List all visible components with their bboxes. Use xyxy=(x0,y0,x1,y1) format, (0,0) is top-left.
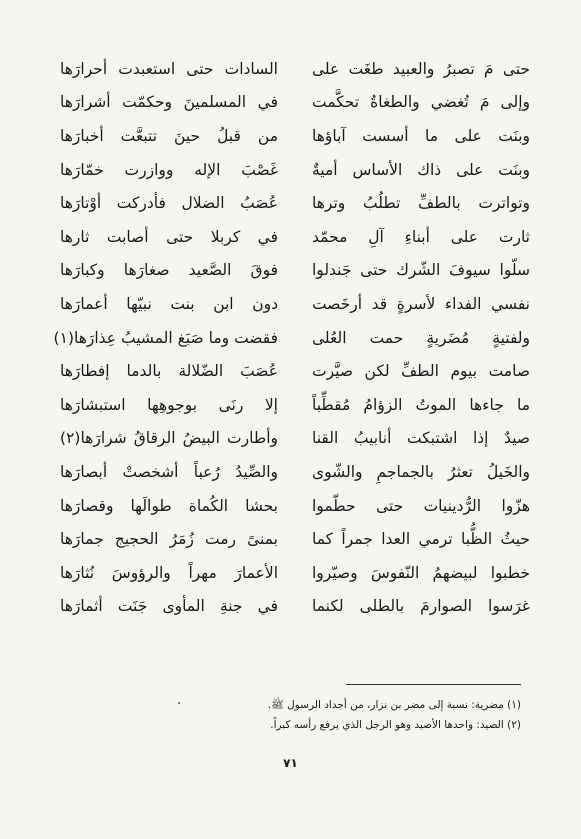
verse-first-hemistich: صامت بيوم الطفِّ لكن صيَّرت xyxy=(312,362,530,381)
verse-second-hemistich: في كربلا حتى أصابت ثارها xyxy=(60,227,278,246)
verse-line xyxy=(60,52,530,86)
verse-line xyxy=(60,590,530,624)
verse-first-hemistich: صيدٌ إذا اشتبكت أنابيبُ القنا xyxy=(312,429,530,448)
footnotes xyxy=(121,684,521,735)
verse-first-hemistich: ولفتيةٍ مُضَريةٍ حمت العُلى xyxy=(312,328,530,347)
verse-first-hemistich: هزّوا الرُّدينيات حتى حطّموا xyxy=(312,496,530,515)
verse-line xyxy=(60,354,530,388)
verse-first-hemistich: والخَيلُ تعثرُ بالجماجمِ والشّوى xyxy=(312,462,530,481)
verse-second-hemistich: والصِّيدُ رُعباً أشخصتْ أبصارَها xyxy=(60,462,278,481)
verse-line xyxy=(60,119,530,153)
verse-second-hemistich: وأطارت البيضُ الرقاقُ شرارَها(٢) xyxy=(60,429,278,448)
verse-line xyxy=(60,86,530,120)
verse-line xyxy=(60,556,530,590)
footnote-2: (٢) الصيد: واحدها الأصيد وهو الرجل الذي يرفع رأسه كبراً. xyxy=(270,719,521,731)
verse-second-hemistich: السادات حتى استعبدت أحرارَها xyxy=(60,59,278,78)
verse-second-hemistich: عُصَبَ الضّلالة بالدما إفطارَها xyxy=(60,362,278,381)
verse-line xyxy=(60,254,530,288)
poem-body xyxy=(53,52,530,623)
verse-second-hemistich: عُصَبُ الضلال فأدركت أوْتارَها xyxy=(60,194,278,213)
verse-second-hemistich: إلا رنَى بوجوهِها استبشارَها xyxy=(60,395,278,414)
verse-second-hemistich: الأعمارَ مهراً والرؤوسَ نُثارَها xyxy=(60,563,278,582)
verse-first-hemistich: خطبوا لبيضهمُ النّفوسَ وصيّروا xyxy=(312,563,530,582)
verse-first-hemistich: حيثُ الظُّبا ترمي العدا جمراً كما xyxy=(312,530,530,549)
verse-first-hemistich: وتواترت بالطفِّ تطلُبُ وترها xyxy=(312,194,530,213)
verse-line xyxy=(60,186,530,220)
verse-second-hemistich: في المسلمينَ وحكمّت أشرارَها xyxy=(60,93,278,112)
footnote-1: (١) مضرية: نسبة إلى مضر بن نزار، من أجداد الرسول ﷺ. xyxy=(267,699,521,711)
margin-mark xyxy=(178,702,180,704)
verse-second-hemistich: من قبلُ حينَ تتبعَّت أخبارَها xyxy=(60,126,278,145)
verse-second-hemistich: بمنىً رمت زُمَرُ الحجيج جمارَها xyxy=(60,530,278,549)
verse-line xyxy=(60,153,530,187)
verse-line xyxy=(60,388,530,422)
verse-second-hemistich: دون ابن بنت نبيّها أعمارَها xyxy=(60,294,278,313)
verse-first-hemistich: وإلى مَ تُغضي والطغاةُ تحكَّمت xyxy=(312,93,530,112)
footnote-separator xyxy=(346,684,521,685)
verse-line xyxy=(53,321,530,355)
verse-second-hemistich: فوقَ الصَّعيد صغارَها وكبارَها xyxy=(60,261,278,280)
verse-second-hemistich: غَصْبَ الإله ووازرت خمّارَها xyxy=(60,160,278,179)
verse-first-hemistich: ما جاءها الموتُ الزؤامُ مُقطِّباً xyxy=(312,395,530,414)
verse-first-hemistich: غرَسوا الصوارمَ بالطلى لكنما xyxy=(312,597,530,616)
page-number: ٧١ xyxy=(283,756,298,770)
verse-second-hemistich: في جنةِ المأوى جَنَت أثمارَها xyxy=(60,597,278,616)
verse-line xyxy=(60,422,530,456)
verse-first-hemistich: حتى مَ تصبرُ والعبيد طغَت على xyxy=(312,59,530,78)
verse-line xyxy=(60,489,530,523)
verse-first-hemistich: نفسي الفداء لأسرةٍ قد أرخَصت xyxy=(312,294,530,313)
verse-second-hemistich: فقضت وما صَبَغ المشيبُ عِذارَها(١) xyxy=(53,328,278,347)
verse-line xyxy=(60,220,530,254)
verse-line xyxy=(60,287,530,321)
verse-line xyxy=(60,455,530,489)
verse-second-hemistich: بحشا الكُماة طوالَها وقصارَها xyxy=(60,496,278,515)
verse-first-hemistich: وبنَت على ما أسست آباؤها xyxy=(312,126,530,145)
verse-first-hemistich: سلّوا سيوفَ الشّرك حتى جَندلوا xyxy=(312,261,530,280)
verse-line xyxy=(60,522,530,556)
verse-first-hemistich: وبنَت على ذاك الأساس أميةٌ xyxy=(312,160,530,179)
verse-first-hemistich: ثارت على أبناءِ آلِ محمّد xyxy=(312,227,530,246)
